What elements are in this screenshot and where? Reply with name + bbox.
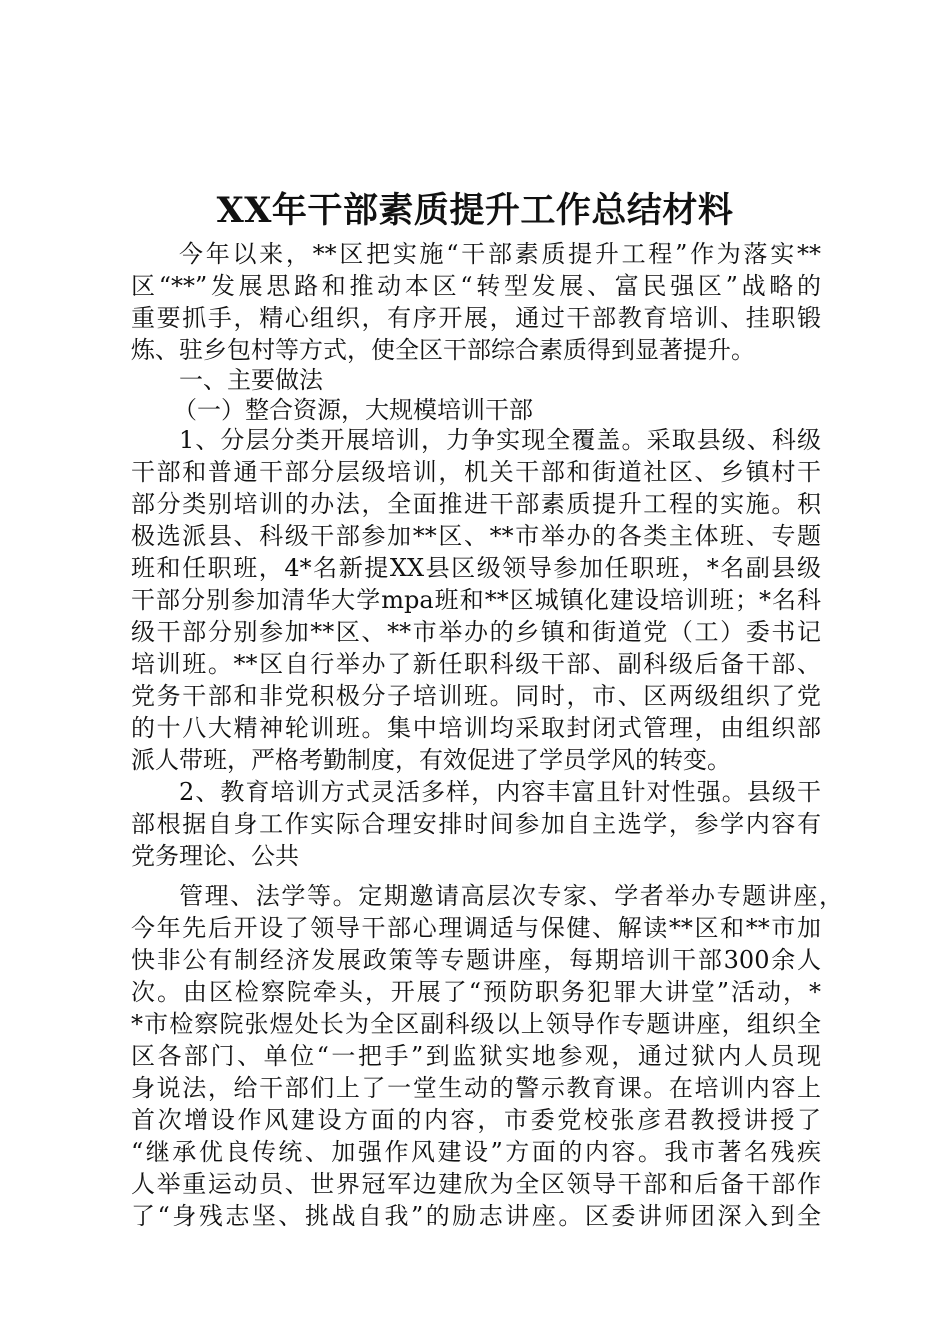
paragraph-line: 干部和普通干部分层级培训，机关干部和街道社区、乡镇村干 xyxy=(131,458,821,486)
paragraph-line: 培训班。**区自行举办了新任职科级干部、副科级后备干部、 xyxy=(131,650,821,678)
paragraph-line: 了“身残志坚、挑战自我”的励志讲座。区委讲师团深入到全 xyxy=(131,1202,821,1230)
paragraph-line: 干部分别参加清华大学mpa班和**区城镇化建设培训班；*名科 xyxy=(131,586,821,614)
paragraph-line: 部分类别培训的办法，全面推进干部素质提升工程的实施。积 xyxy=(131,490,821,518)
paragraph-line: 今年先后开设了领导干部心理调适与保健、解读**区和**市加 xyxy=(131,914,821,942)
paragraph-line: 党务干部和非党积极分子培训班。同时，市、区两级组织了党 xyxy=(131,682,821,710)
paragraph-line: *市检察院张煜处长为全区副科级以上领导作专题讲座，组织全 xyxy=(131,1010,821,1038)
paragraph-line: 次。由区检察院牵头，开展了“预防职务犯罪大讲堂”活动，* xyxy=(131,978,821,1006)
paragraph-line: 极选派县、科级干部参加**区、**市举办的各类主体班、专题 xyxy=(131,522,821,550)
paragraph-line: “继承优良传统、加强作风建设”方面的内容。我市著名残疾 xyxy=(131,1138,821,1166)
paragraph-line: 1、分层分类开展培训，力争实现全覆盖。采取县级、科级 xyxy=(179,426,821,454)
section-heading: 一、主要做法 xyxy=(179,366,323,394)
paragraph-line: 首次增设作风建设方面的内容，市委党校张彦君教授讲授了 xyxy=(131,1106,821,1134)
paragraph-line: 炼、驻乡包村等方式，使全区干部综合素质得到显著提升。 xyxy=(131,336,755,364)
paragraph-line: 级干部分别参加**区、**市举办的乡镇和街道党（工）委书记 xyxy=(131,618,821,646)
paragraph-line: 部根据自身工作实际合理安排时间参加自主选学，参学内容有 xyxy=(131,810,821,838)
paragraph-line: 区“**”发展思路和推动本区“转型发展、富民强区”战略的 xyxy=(131,272,821,300)
paragraph-line: 快非公有制经济发展政策等专题讲座，每期培训干部300余人 xyxy=(131,946,821,974)
subsection-heading: （一）整合资源，大规模培训干部 xyxy=(173,396,533,424)
paragraph-line: 派人带班，严格考勤制度，有效促进了学员学风的转变。 xyxy=(131,746,731,774)
paragraph-line: 重要抓手，精心组织，有序开展，通过干部教育培训、挂职锻 xyxy=(131,304,821,332)
paragraph-line: 2、教育培训方式灵活多样，内容丰富且针对性强。县级干 xyxy=(179,778,821,806)
document-title: XX年干部素质提升工作总结材料 xyxy=(216,190,734,231)
paragraph-line: 区各部门、单位“一把手”到监狱实地参观，通过狱内人员现 xyxy=(131,1042,821,1070)
paragraph-line: 管理、法学等。定期邀请高层次专家、学者举办专题讲座， xyxy=(179,882,843,910)
paragraph-line: 的十八大精神轮训班。集中培训均采取封闭式管理，由组织部 xyxy=(131,714,821,742)
paragraph-line: 今年以来，**区把实施“干部素质提升工程”作为落实** xyxy=(179,240,821,268)
paragraph-line: 班和任职班，4*名新提XX县区级领导参加任职班，*名副县级 xyxy=(131,554,821,582)
paragraph-line: 人举重运动员、世界冠军边建欣为全区领导干部和后备干部作 xyxy=(131,1170,821,1198)
paragraph-line: 党务理论、公共 xyxy=(131,842,299,870)
paragraph-line: 身说法，给干部们上了一堂生动的警示教育课。在培训内容上 xyxy=(131,1074,821,1102)
